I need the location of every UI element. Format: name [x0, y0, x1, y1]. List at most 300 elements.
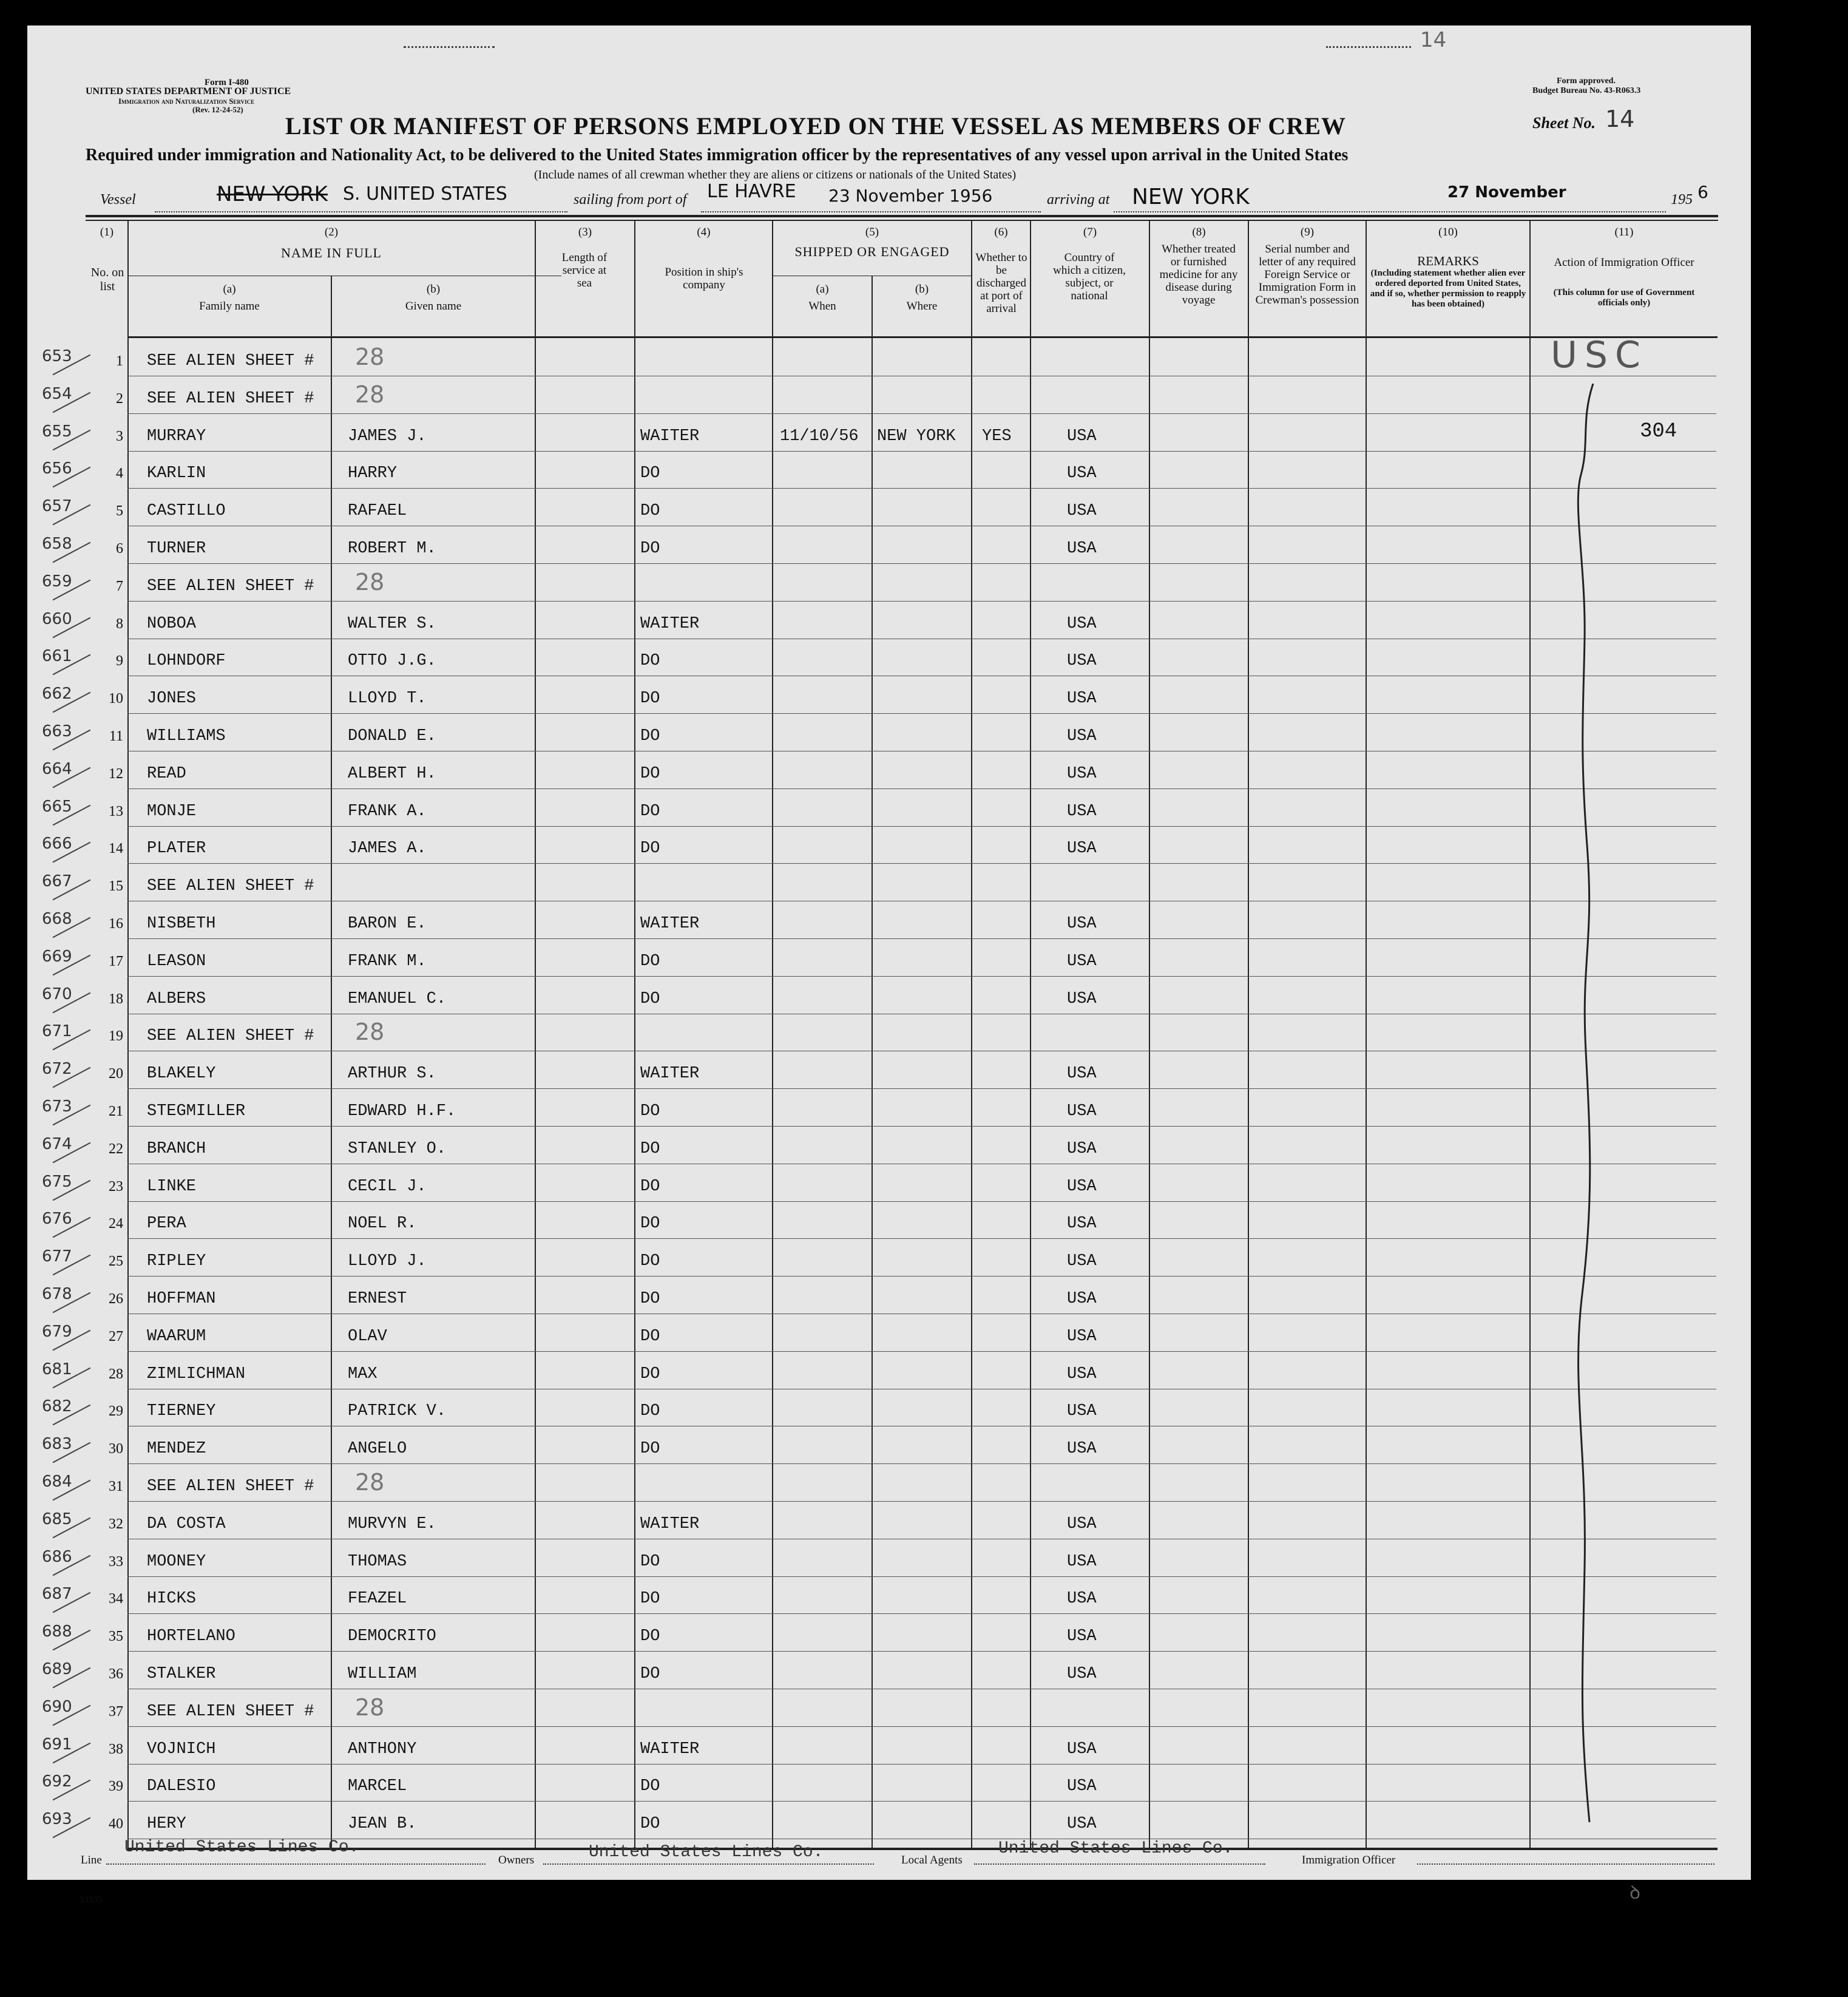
position: DO: [640, 1440, 660, 1458]
given-name: JAMES J.: [348, 427, 427, 446]
country: USA: [1067, 1252, 1097, 1270]
row-number: 4: [116, 466, 123, 481]
row-divider: [127, 1351, 1716, 1352]
shipped-when: 11/10/56: [780, 427, 859, 446]
given-name: FEAZEL: [348, 1590, 407, 1608]
row-divider: [127, 826, 1716, 827]
row-divider: [127, 1801, 1716, 1802]
position: DO: [640, 1215, 660, 1233]
given-name: THOMAS: [348, 1553, 407, 1571]
given-name: ANTHONY: [348, 1740, 417, 1758]
col5-header: SHIPPED OR ENGAGED: [794, 244, 950, 259]
row-index-mark: 668: [42, 910, 72, 928]
row-number: 26: [109, 1291, 123, 1307]
country: USA: [1067, 1065, 1097, 1083]
row-index-mark: 678: [42, 1285, 72, 1303]
family-name: MONJE: [147, 802, 197, 821]
country: USA: [1067, 1740, 1097, 1758]
row-divider: [127, 413, 1716, 414]
row-index-mark: 673: [42, 1097, 72, 1116]
country: USA: [1067, 615, 1097, 633]
row-number: 18: [109, 991, 123, 1007]
given-name: FRANK M.: [348, 952, 427, 971]
vessel-name-struck: NEW YORK: [217, 182, 328, 206]
family-name: LOHNDORF: [147, 652, 226, 670]
family-name: DA COSTA: [147, 1515, 226, 1533]
country: USA: [1067, 1590, 1097, 1608]
row-divider: [127, 1613, 1716, 1614]
position: DO: [640, 502, 660, 520]
family-name: DALESIO: [147, 1777, 216, 1795]
family-name: MOONEY: [147, 1553, 206, 1571]
position: DO: [640, 464, 660, 483]
line-value: United States Lines Co.: [124, 1838, 359, 1857]
row-index-mark: 689: [42, 1660, 72, 1678]
row-divider: [127, 938, 1716, 939]
row-divider: [127, 488, 1716, 489]
country: USA: [1067, 1777, 1097, 1795]
officer-label: Immigration Officer: [1302, 1854, 1396, 1866]
row-number: 23: [109, 1179, 123, 1195]
position: DO: [640, 540, 660, 558]
arriving-label: arriving at: [1047, 192, 1110, 208]
year-prefix: 195: [1671, 192, 1693, 208]
officer-dotline: [1417, 1863, 1714, 1865]
col-border-5: [971, 221, 972, 1850]
row-divider: [127, 1576, 1716, 1577]
col-border-4: [772, 221, 773, 1850]
row-number: 11: [109, 728, 123, 744]
country: USA: [1067, 1102, 1097, 1121]
col-border-3: [634, 221, 635, 1850]
row-number: 7: [116, 578, 123, 594]
given-name: FRANK A.: [348, 802, 427, 821]
alien-sheet-number: 28: [355, 381, 385, 408]
row-index-mark: 654: [42, 385, 72, 403]
owners-value: United States Lines Co.: [589, 1843, 824, 1862]
col5b-letter: (b): [915, 283, 929, 296]
line-label: Line: [81, 1854, 102, 1866]
country: USA: [1067, 727, 1097, 745]
country: USA: [1067, 1553, 1097, 1571]
given-name: OLAV: [348, 1327, 387, 1346]
owners-dotline: [543, 1863, 874, 1865]
col2b-header: Given name: [405, 300, 462, 313]
row-divider: [127, 788, 1716, 789]
arrival-dotline: [1114, 211, 1666, 212]
department-name: UNITED STATES DEPARTMENT OF JUSTICE: [86, 86, 291, 97]
col9-number: (9): [1300, 226, 1315, 239]
table-top-rule-2: [86, 220, 1718, 221]
arrival-date: 27 November: [1447, 183, 1566, 202]
col7-number: (7): [1083, 226, 1097, 239]
col1-number: (1): [100, 226, 114, 239]
position: DO: [640, 1140, 660, 1158]
position: DO: [640, 1665, 660, 1683]
row-index-mark: 664: [42, 760, 72, 778]
position: DO: [640, 727, 660, 745]
position: DO: [640, 839, 660, 858]
given-name: MAX: [348, 1365, 377, 1383]
col6-number: (6): [994, 226, 1008, 239]
row-number: 35: [109, 1629, 123, 1644]
position: WAITER: [640, 915, 700, 933]
row-index-mark: 681: [42, 1360, 72, 1378]
country: USA: [1067, 427, 1097, 446]
form-subtitle: Required under immigration and Nationality Act, to be delivered to the United States immigration officer by the representatives of any vessel upon arrival in the United States: [86, 146, 1349, 164]
approval-line2: Budget Bureau No. 43-R063.3: [1532, 86, 1641, 95]
col6-header: Whether to be discharged at port of arrival: [975, 251, 1027, 315]
position: DO: [640, 1590, 660, 1608]
row-divider: [127, 1088, 1716, 1089]
table-top-rule: [86, 215, 1718, 217]
col10-number: (10): [1438, 226, 1458, 239]
row-number: 5: [116, 503, 123, 519]
country: USA: [1067, 1402, 1097, 1420]
row-number: 32: [109, 1516, 123, 1532]
row-index-mark: 683: [42, 1435, 72, 1453]
col1-header: No. on list: [90, 266, 124, 293]
row-index-mark: 663: [42, 722, 72, 741]
row-index-mark: 687: [42, 1585, 72, 1603]
country: USA: [1067, 652, 1097, 670]
row-number: 33: [109, 1554, 123, 1570]
top-speck: [404, 46, 495, 50]
row-index-mark: 674: [42, 1135, 72, 1153]
position: DO: [640, 1627, 660, 1646]
row-index-mark: 662: [42, 685, 72, 703]
row-number: 16: [109, 916, 123, 932]
row-number: 12: [109, 766, 123, 782]
row-number: 30: [109, 1441, 123, 1457]
page-mark: 14: [1420, 28, 1447, 52]
family-name: HICKS: [147, 1590, 197, 1608]
row-number: 6: [116, 541, 123, 557]
col11-header: Action of Immigration Officer: [1554, 256, 1694, 269]
family-name: VOJNICH: [147, 1740, 216, 1758]
family-name: PERA: [147, 1215, 186, 1233]
line-dotline: [106, 1863, 486, 1865]
row-number: 15: [109, 878, 123, 894]
family-name: ZIMLICHMAN: [147, 1365, 246, 1383]
row-divider: [127, 1726, 1716, 1727]
sailing-label: sailing from port of: [574, 192, 687, 208]
position: DO: [640, 652, 660, 670]
alien-sheet-number: 28: [355, 344, 385, 370]
row-divider: [127, 976, 1716, 977]
col-border-8: [1248, 221, 1249, 1850]
position: DO: [640, 1365, 660, 1383]
approval-line1: Form approved.: [1557, 76, 1616, 86]
row-number: 19: [109, 1028, 123, 1044]
row-index-mark: 665: [42, 798, 72, 816]
row-number: 31: [109, 1479, 123, 1494]
shipped-where: NEW YORK: [877, 427, 956, 446]
row-index-mark: 667: [42, 872, 72, 890]
row-divider: [127, 1238, 1716, 1239]
country: USA: [1067, 1815, 1097, 1833]
row-number: 22: [109, 1141, 123, 1157]
given-name: ANGELO: [348, 1440, 407, 1458]
position: DO: [640, 1815, 660, 1833]
given-name: ALBERT H.: [348, 765, 436, 783]
given-name: LLOYD J.: [348, 1252, 427, 1270]
alien-sheet-number: 28: [355, 1019, 385, 1045]
owners-label: Owners: [498, 1854, 535, 1866]
position: WAITER: [640, 427, 700, 446]
row-divider: [127, 1463, 1716, 1464]
given-name: DONALD E.: [348, 727, 436, 745]
vessel-dotline: [155, 211, 567, 212]
col11-note: (This column for use of Government officials only): [1553, 288, 1695, 308]
row-index-mark: 666: [42, 835, 72, 853]
row-divider: [127, 1501, 1716, 1502]
row-index-mark: 676: [42, 1210, 72, 1228]
row-number: 36: [109, 1666, 123, 1682]
year-suffix: 6: [1697, 182, 1708, 202]
service-name: Immigration and Naturalization Service: [118, 97, 255, 106]
row-index-mark: 692: [42, 1772, 72, 1791]
col4-header: Position in ship's company: [665, 266, 743, 291]
col-border-6: [1030, 221, 1031, 1850]
col9-header: Serial number and letter of any required Foreign Service or Immigration Form in Crewman's possession: [1255, 243, 1359, 307]
given-name: MURVYN E.: [348, 1515, 436, 1533]
family-name: BLAKELY: [147, 1065, 216, 1083]
position: DO: [640, 1777, 660, 1795]
col-border-9: [1366, 221, 1367, 1850]
family-name: STALKER: [147, 1665, 216, 1683]
manifest-sheet: [27, 25, 1751, 1905]
family-name: ALBERS: [147, 990, 206, 1008]
family-name: SEE ALIEN SHEET #: [147, 1477, 314, 1496]
row-index-mark: 671: [42, 1022, 72, 1040]
row-number: 37: [109, 1704, 123, 1720]
family-name: JONES: [147, 690, 197, 708]
row-number: 3: [116, 429, 123, 444]
country: USA: [1067, 1178, 1097, 1196]
position: WAITER: [640, 615, 700, 633]
row-index-mark: 658: [42, 535, 72, 553]
country: USA: [1067, 1140, 1097, 1158]
family-name: HERY: [147, 1815, 186, 1833]
row-number: 1: [116, 353, 123, 369]
row-divider: [127, 713, 1716, 714]
agents-dotline: [974, 1863, 1265, 1865]
alien-sheet-number: 28: [355, 1694, 385, 1721]
row-divider: [127, 563, 1716, 564]
corner-mark: ꝺ: [1630, 1882, 1640, 1904]
row-number: 25: [109, 1253, 123, 1269]
family-name: NISBETH: [147, 915, 216, 933]
agents-label: Local Agents: [901, 1854, 963, 1866]
row-divider: [127, 863, 1716, 864]
row-number: 29: [109, 1403, 123, 1419]
country: USA: [1067, 1665, 1097, 1683]
family-name: SEE ALIEN SHEET #: [147, 390, 314, 408]
given-name: ARTHUR S.: [348, 1065, 436, 1083]
given-name: OTTO J.G.: [348, 652, 436, 670]
row-index-mark: 659: [42, 572, 72, 591]
position: DO: [640, 1102, 660, 1121]
row-index-mark: 656: [42, 459, 72, 478]
country: USA: [1067, 952, 1097, 971]
sheet-number: 14: [1605, 106, 1635, 132]
country: USA: [1067, 502, 1097, 520]
bracket-line: [1569, 384, 1605, 1828]
row-number: 9: [116, 653, 123, 669]
col5a-header: When: [808, 300, 836, 313]
form-number: Form I-480: [205, 78, 249, 87]
include-note: (Include names of all crewman whether they are aliens or citizens or nationals of the United States): [534, 168, 1017, 181]
form-code: 53535: [80, 1895, 103, 1905]
country: USA: [1067, 1215, 1097, 1233]
position: WAITER: [640, 1065, 700, 1083]
row-divider: [127, 451, 1716, 452]
family-name: NOBOA: [147, 615, 197, 633]
given-name: DEMOCRITO: [348, 1627, 436, 1646]
col3-number: (3): [578, 226, 592, 239]
crew-count-annotation: 304: [1640, 420, 1677, 443]
row-index-mark: 675: [42, 1173, 72, 1191]
given-name: RAFAEL: [348, 502, 407, 520]
row-index-mark: 672: [42, 1060, 72, 1078]
col5b-header: Where: [906, 300, 938, 313]
col5a-letter: (a): [816, 283, 829, 296]
col5-number: (5): [865, 226, 879, 239]
family-name: LEASON: [147, 952, 206, 971]
position: DO: [640, 1178, 660, 1196]
row-number: 2: [116, 391, 123, 407]
col-border-1: [127, 221, 129, 1850]
row-index-mark: 684: [42, 1473, 72, 1491]
row-number: 28: [109, 1366, 123, 1382]
row-index-mark: 661: [42, 647, 72, 665]
col3-header: Length of service at sea: [561, 251, 608, 290]
family-name: READ: [147, 765, 186, 783]
discharged: YES: [982, 427, 1012, 446]
top-speck-2: [1326, 46, 1411, 50]
country: USA: [1067, 1365, 1097, 1383]
family-name: PLATER: [147, 839, 206, 858]
family-name: SEE ALIEN SHEET #: [147, 877, 314, 895]
position: DO: [640, 990, 660, 1008]
row-number: 17: [109, 954, 123, 969]
col4-number: (4): [697, 226, 711, 239]
position: DO: [640, 1327, 660, 1346]
given-name: WALTER S.: [348, 615, 436, 633]
row-index-mark: 653: [42, 347, 72, 365]
row-index-mark: 685: [42, 1510, 72, 1528]
row-index-mark: 691: [42, 1735, 72, 1754]
position: DO: [640, 765, 660, 783]
row-number: 14: [109, 841, 123, 856]
row-index-mark: 690: [42, 1698, 72, 1716]
country: USA: [1067, 1627, 1097, 1646]
country: USA: [1067, 839, 1097, 858]
position: DO: [640, 1402, 660, 1420]
given-name: JEAN B.: [348, 1815, 417, 1833]
col11-number: (11): [1614, 226, 1634, 239]
given-name: PATRICK V.: [348, 1402, 447, 1420]
alien-sheet-number: 28: [355, 1469, 385, 1496]
family-name: LINKE: [147, 1178, 197, 1196]
row-number: 24: [109, 1216, 123, 1232]
family-name: SEE ALIEN SHEET #: [147, 1027, 314, 1045]
country: USA: [1067, 690, 1097, 708]
family-name: WILLIAMS: [147, 727, 226, 745]
sailing-date: 23 November 1956: [828, 186, 993, 206]
row-index-mark: 669: [42, 948, 72, 966]
vessel-label: Vessel: [100, 192, 136, 208]
position: WAITER: [640, 1515, 700, 1533]
given-name: MARCEL: [348, 1777, 407, 1795]
family-name: BRANCH: [147, 1140, 206, 1158]
position: DO: [640, 1290, 660, 1308]
row-index-mark: 655: [42, 422, 72, 441]
col2b-letter: (b): [426, 283, 441, 296]
family-name: SEE ALIEN SHEET #: [147, 577, 314, 595]
given-name: EMANUEL C.: [348, 990, 447, 1008]
position: DO: [640, 802, 660, 821]
row-number: 13: [109, 804, 123, 819]
col10-header: REMARKS: [1417, 254, 1479, 268]
position: DO: [640, 952, 660, 971]
row-number: 10: [109, 691, 123, 707]
family-name: HORTELANO: [147, 1627, 235, 1646]
row-divider: [127, 1764, 1716, 1765]
family-name: SEE ALIEN SHEET #: [147, 1703, 314, 1721]
country: USA: [1067, 802, 1097, 821]
row-index-mark: 657: [42, 497, 72, 515]
row-divider: [127, 601, 1716, 602]
given-name: EDWARD H.F.: [348, 1102, 456, 1121]
row-number: 40: [109, 1816, 123, 1832]
country: USA: [1067, 464, 1097, 483]
col-border-7: [1149, 221, 1150, 1850]
departure-port: LE HAVRE: [707, 181, 796, 202]
family-name: STEGMILLER: [147, 1102, 246, 1121]
family-name: TURNER: [147, 540, 206, 558]
alien-sheet-number: 28: [355, 569, 385, 595]
given-name: HARRY: [348, 464, 398, 483]
country: USA: [1067, 1515, 1097, 1533]
family-name: KARLIN: [147, 464, 206, 483]
col8-header: Whether treated or furnished medicine for any disease during voyage: [1159, 243, 1238, 307]
country: USA: [1067, 540, 1097, 558]
given-name: LLOYD T.: [348, 690, 427, 708]
family-name: SEE ALIEN SHEET #: [147, 352, 314, 370]
given-name: ERNEST: [348, 1290, 407, 1308]
country: USA: [1067, 915, 1097, 933]
arrival-port: NEW YORK: [1132, 185, 1250, 209]
given-name: CECIL J.: [348, 1178, 427, 1196]
row-number: 20: [109, 1066, 123, 1082]
country: USA: [1067, 1290, 1097, 1308]
row-number: 27: [109, 1329, 123, 1344]
position: DO: [640, 690, 660, 708]
col-border-2: [535, 221, 536, 1850]
position: WAITER: [640, 1740, 700, 1758]
sheet-label: Sheet No.: [1532, 114, 1596, 132]
family-name: WAARUM: [147, 1327, 206, 1346]
form-title: LIST OR MANIFEST OF PERSONS EMPLOYED ON THE VESSEL AS MEMBERS OF CREW: [285, 112, 1346, 140]
row-index-mark: 688: [42, 1622, 72, 1641]
row-divider: [127, 1201, 1716, 1202]
col8-number: (8): [1192, 226, 1206, 239]
family-name: MURRAY: [147, 427, 206, 446]
row-index-mark: 682: [42, 1397, 72, 1416]
family-name: RIPLEY: [147, 1252, 206, 1270]
